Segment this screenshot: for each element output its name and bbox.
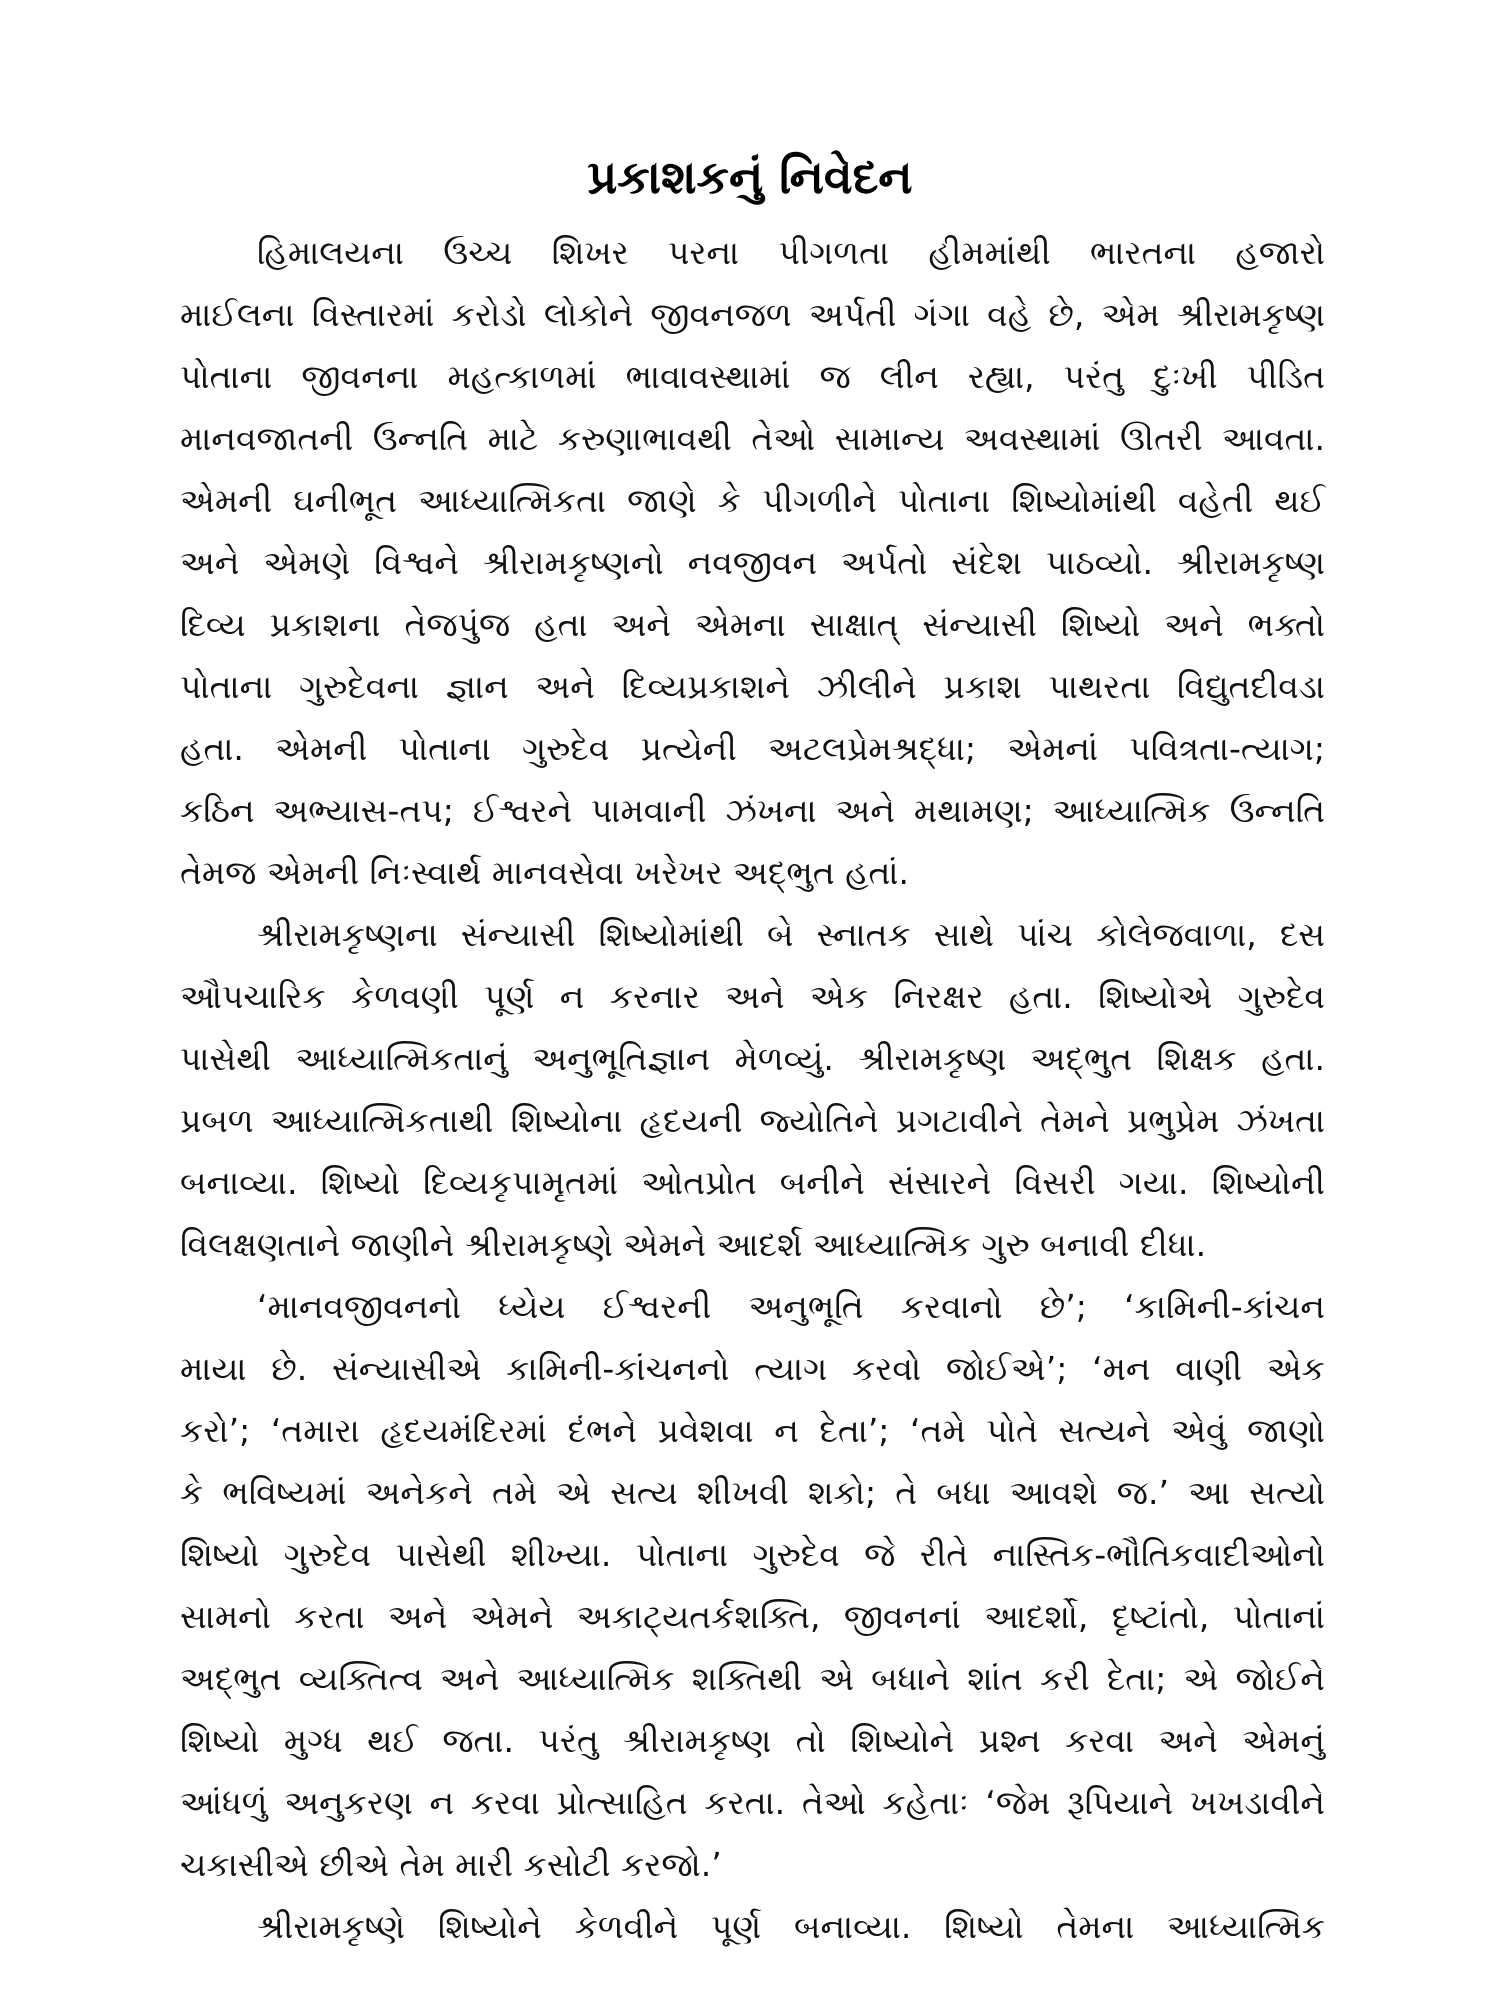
paragraph bbox=[180, 222, 1325, 904]
text-line: આંધળું અનુકરણ ન કરવા પ્રોત્સાહિત કરતા. તેઓ કહેતાઃ ‘જેમ રૂપિયાને ખખડાવીને bbox=[180, 1783, 1325, 1822]
text-line: શ્રીરામકૃષ્ણે શિષ્યોને કેળવીને પૂર્ણ બનાવ્યા. શિષ્યો તેમના આધ્યાત્મિક bbox=[257, 1907, 1325, 1946]
text-line: ઔપચારિક કેળવણી પૂર્ણ ન કરનાર અને એક નિરક્ષર હતા. શિષ્યોએ ગુરુદેવ bbox=[180, 977, 1325, 1016]
text-line: હિમાલયના ઉચ્ચ શિખર પરના પીગળતા હીમમાંથી ભારતના હજારો bbox=[257, 233, 1325, 272]
text-line: હતા. એમની પોતાના ગુરુદેવ પ્રત્યેની અટલપ્રેમશ્રદ્ધા; એમનાં પવિત્રતા-ત્યાગ; bbox=[180, 729, 1325, 768]
text-line: તેમજ એમની નિઃસ્વાર્થ માનવસેવા ખરેખર અદ્ભુત હતાં. bbox=[180, 853, 910, 892]
text-line: પોતાના ગુરુદેવના જ્ઞાન અને દિવ્યપ્રકાશને ઝીલીને પ્રકાશ પાથરતા વિદ્યુતદીવડા bbox=[180, 667, 1325, 706]
text-line: સામનો કરતા અને એમને અકાટ્યતર્કશક્તિ, જીવનનાં આદર્શો, દૃષ્ટાંતો, પોતાનાં bbox=[180, 1597, 1325, 1636]
page-title: પ્રકાશકનું નિવેદન bbox=[587, 150, 913, 204]
text-line: પાસેથી આધ્યાત્મિકતાનું અનુભૂતિજ્ઞાન મેળવ્યું. શ્રીરામકૃષ્ણ અદ્ભુત શિક્ષક હતા. bbox=[180, 1039, 1325, 1078]
document-body bbox=[180, 222, 1325, 1958]
paragraph bbox=[180, 904, 1325, 1276]
text-line: ચકાસીએ છીએ તેમ મારી કસોટી કરજો.’ bbox=[180, 1845, 722, 1884]
text-line: શ્રીરામકૃષ્ણના સંન્યાસી શિષ્યોમાંથી બે સ્નાતક સાથે પાંચ કોલેજવાળા, દસ bbox=[257, 915, 1325, 954]
text-line: અને એમણે વિશ્વને શ્રીરામકૃષ્ણનો નવજીવન અર્પતો સંદેશ પાઠવ્યો. શ્રીરામકૃષ્ણ bbox=[180, 543, 1325, 582]
text-line: કરો’; ‘તમારા હૃદયમંદિરમાં દંભને પ્રવેશવા ન દેતા’; ‘તમે પોતે સત્યને એવું જાણો bbox=[180, 1411, 1325, 1450]
text-line: માઈલના વિસ્તારમાં કરોડો લોકોને જીવનજળ અર્પતી ગંગા વહે છે, એમ શ્રીરામકૃષ્ણ bbox=[180, 295, 1325, 334]
text-line: માયા છે. સંન્યાસીએ કામિની-કાંચનનો ત્યાગ કરવો જોઈએ’; ‘મન વાણી એક bbox=[180, 1349, 1325, 1388]
text-line: એમની ઘનીભૂત આધ્યાત્મિકતા જાણે કે પીગળીને પોતાના શિષ્યોમાંથી વહેતી થઈ bbox=[180, 481, 1325, 520]
text-line: કે ભવિષ્યમાં અનેકને તમે એ સત્ય શીખવી શકો; તે બધા આવશે જ.’ આ સત્યો bbox=[180, 1473, 1325, 1512]
text-line: માનવજાતની ઉન્નતિ માટે કરુણાભાવથી તેઓ સામાન્ય અવસ્થામાં ઊતરી આવતા. bbox=[180, 419, 1325, 458]
text-line: બનાવ્યા. શિષ્યો દિવ્યકૃપામૃતમાં ઓતપ્રોત બનીને સંસારને વિસરી ગયા. શિષ્યોની bbox=[180, 1163, 1325, 1202]
text-line: કઠિન અભ્યાસ-તપ; ઈશ્વરને પામવાની ઝંખના અને મથામણ; આધ્યાત્મિક ઉન્નતિ bbox=[180, 791, 1325, 830]
text-line: અદ્ભુત વ્યક્તિત્વ અને આધ્યાત્મિક શક્તિથી એ બધાને શાંત કરી દેતા; એ જોઈને bbox=[180, 1659, 1325, 1698]
paragraph bbox=[180, 1276, 1325, 1896]
paragraph bbox=[180, 1896, 1325, 1958]
text-line: શિષ્યો મુગ્ધ થઈ જતા. પરંતુ શ્રીરામકૃષ્ણ તો શિષ્યોને પ્રશ્ન કરવા અને એમનું bbox=[180, 1721, 1325, 1760]
text-line: પોતાના જીવનના મહત્કાળમાં ભાવાવસ્થામાં જ લીન રહ્યા, પરંતુ દુઃખી પીડિત bbox=[180, 357, 1325, 396]
text-line: શિષ્યો ગુરુદેવ પાસેથી શીખ્યા. પોતાના ગુરુદેવ જે રીતે નાસ્તિક-ભૌતિકવાદીઓનો bbox=[180, 1535, 1325, 1574]
text-line: પ્રબળ આધ્યાત્મિકતાથી શિષ્યોના હૃદયની જ્યોતિને પ્રગટાવીને તેમને પ્રભુપ્રેમ ઝંખતા bbox=[180, 1101, 1325, 1140]
text-line: ‘માનવજીવનનો ધ્યેય ઈશ્વરની અનુભૂતિ કરવાનો છે’; ‘કામિની-કાંચન bbox=[257, 1287, 1325, 1326]
text-line: વિલક્ષણતાને જાણીને શ્રીરામકૃષ્ણે એમને આદર્શ આધ્યાત્મિક ગુરુ બનાવી દીધા. bbox=[180, 1225, 1207, 1264]
text-line: દિવ્ય પ્રકાશના તેજપુંજ હતા અને એમના સાક્ષાત્ સંન્યાસી શિષ્યો અને ભક્તો bbox=[180, 605, 1325, 644]
